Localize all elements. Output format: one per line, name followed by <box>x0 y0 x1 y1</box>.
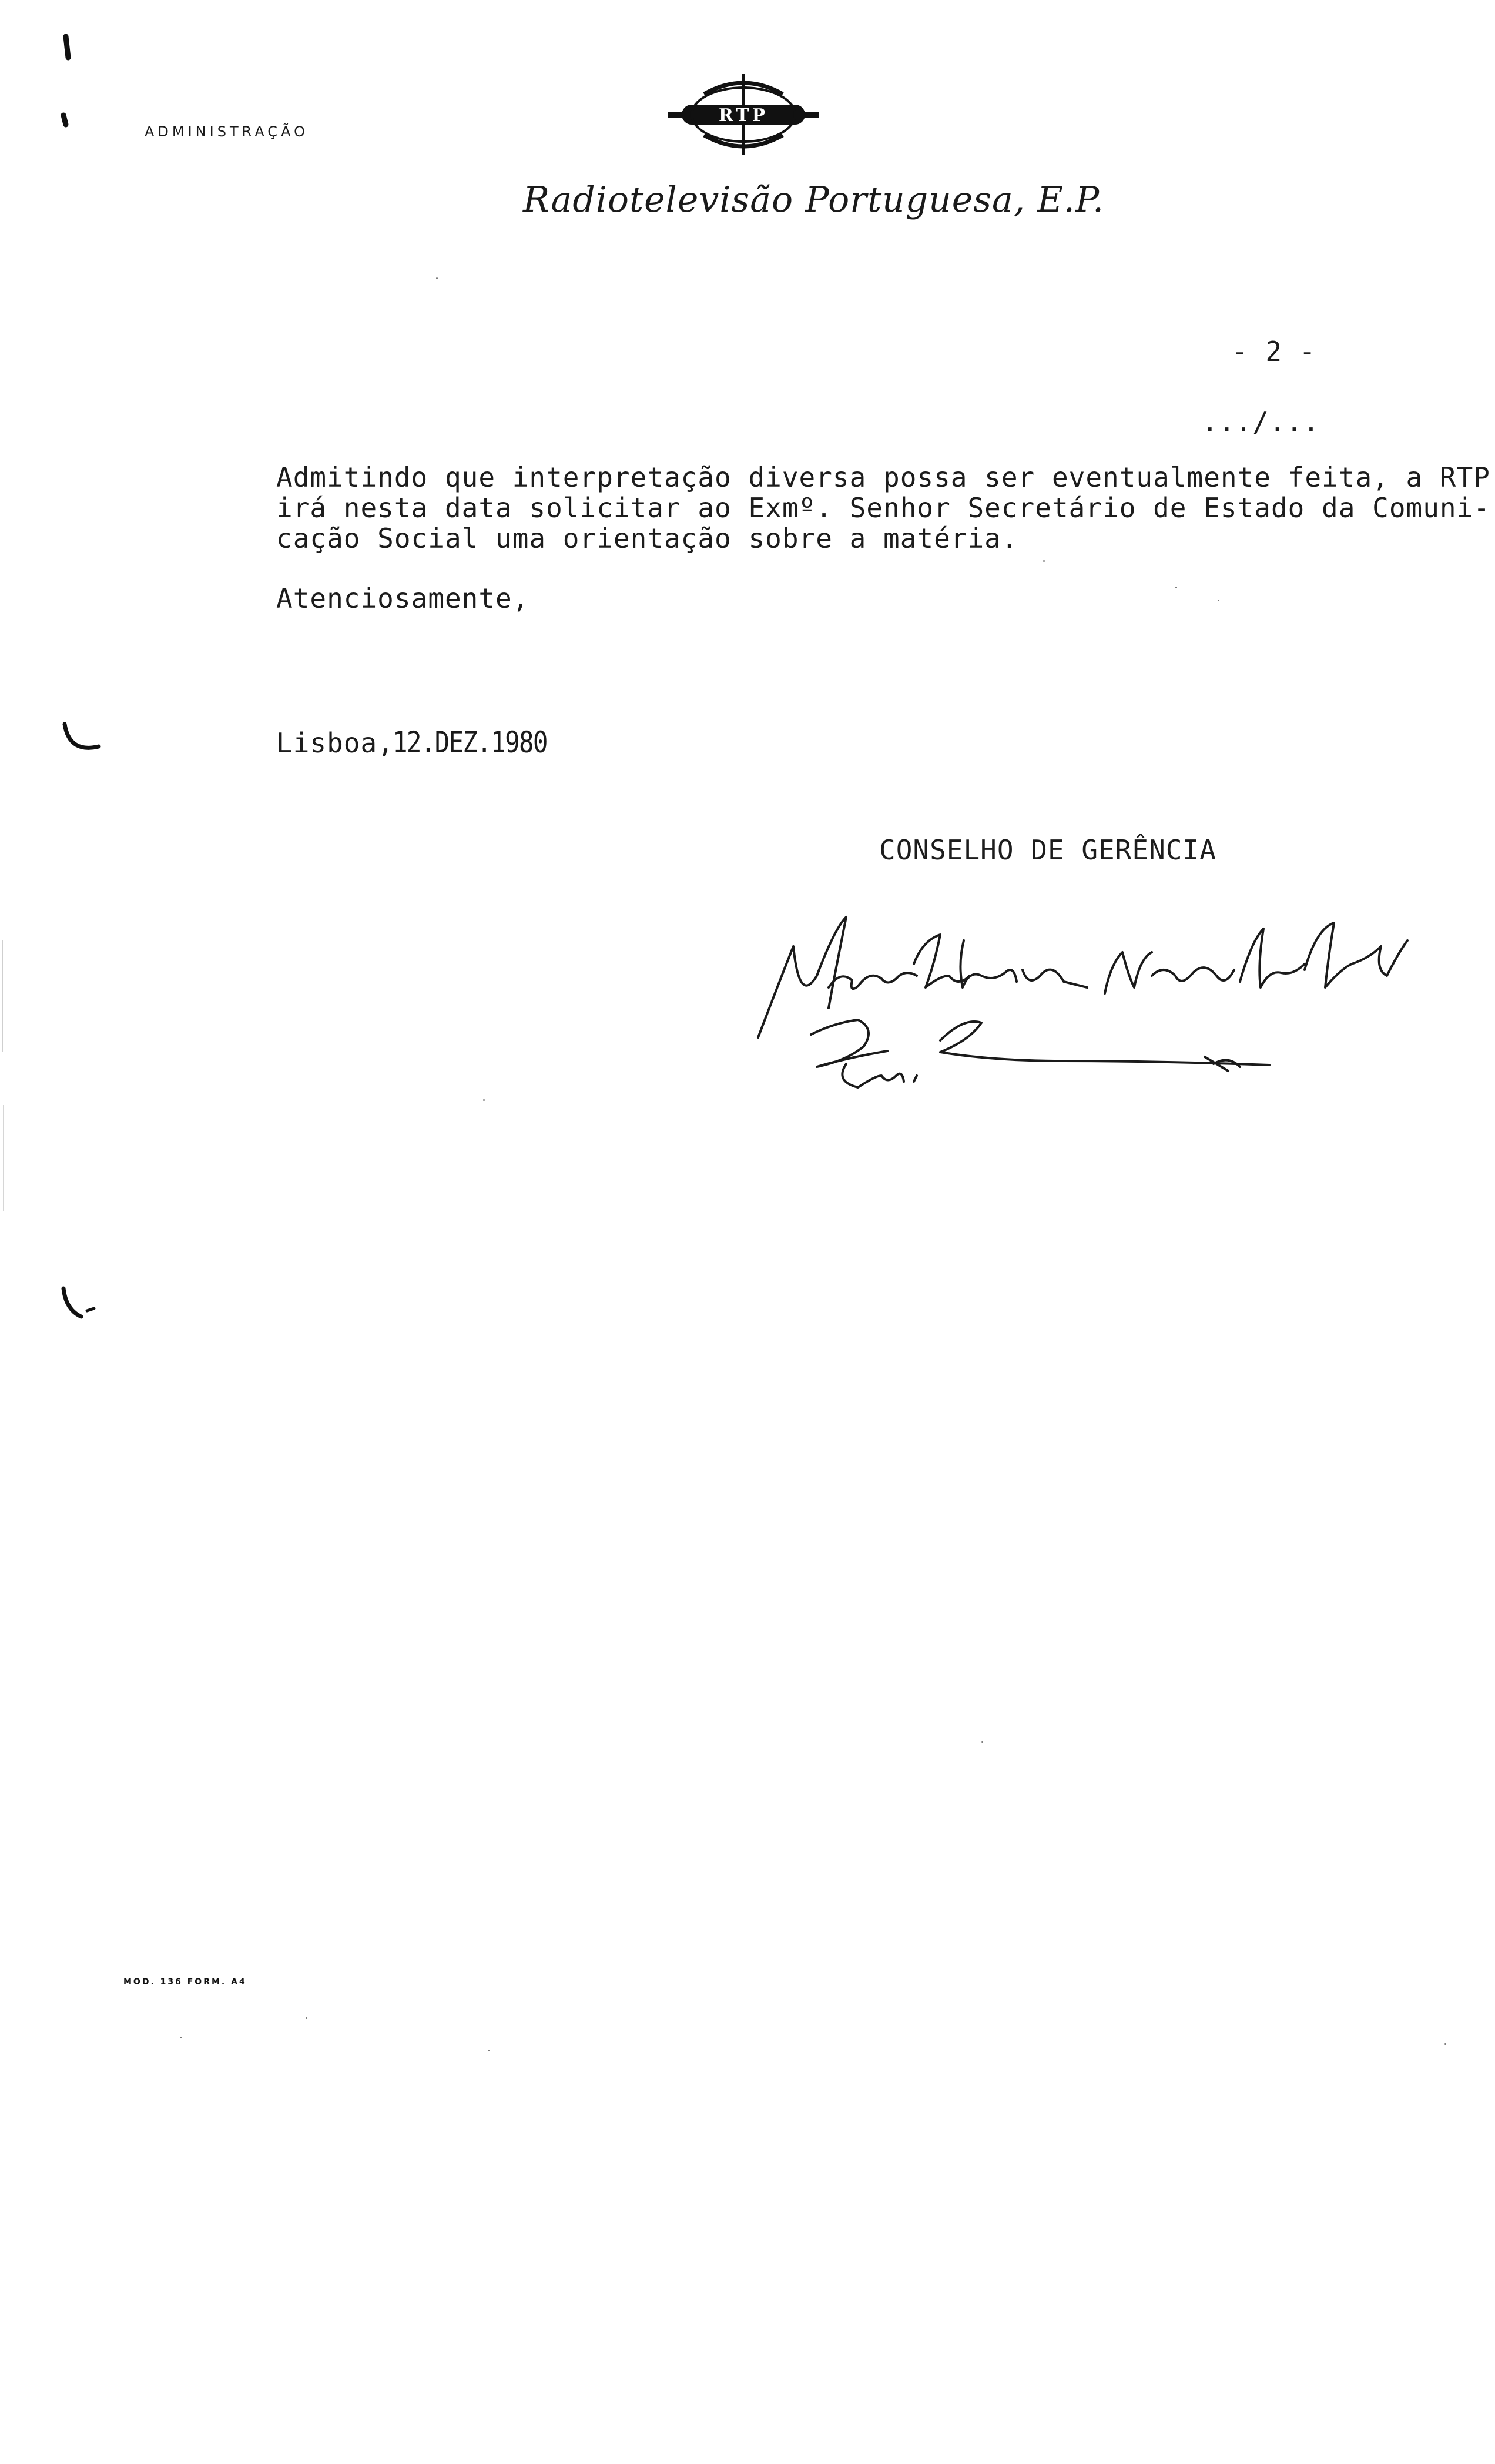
rtp-logo-icon <box>664 71 823 159</box>
scan-speck <box>306 2017 307 2019</box>
page-number: - 2 - <box>1232 336 1316 367</box>
scan-speck <box>180 2037 182 2038</box>
continuation-mark: .../... <box>1202 406 1320 438</box>
scan-speck <box>436 277 438 279</box>
date-stamp: 12.DEZ.1980 <box>393 725 547 759</box>
handwritten-signatures <box>746 905 1416 1105</box>
body-paragraph <box>276 462 1490 554</box>
scan-speck <box>1218 600 1219 601</box>
department-label: ADMINISTRAÇÃO <box>145 123 309 140</box>
form-code: MOD. 136 FORM. A4 <box>123 1977 247 1987</box>
closing-line: Atenciosamente, <box>276 582 529 614</box>
paragraph-line: irá nesta data solicitar ao Exmº. Senhor Secretário de Estado da Comuni- <box>276 492 1490 524</box>
signature-title: CONSELHO DE GERÊNCIA <box>879 834 1216 866</box>
rtp-logo <box>664 71 823 159</box>
organisation-name: Radiotelevisão Portuguesa, E.P. <box>523 179 1105 220</box>
scan-speck <box>488 2050 490 2051</box>
paragraph-line: Admitindo que interpretação diversa possa ser eventualmente feita, a RTP <box>276 461 1490 493</box>
paragraph-line: cação Social uma orientação sobre a matéria. <box>276 523 1018 554</box>
scan-speck <box>1444 2043 1446 2045</box>
scan-speck <box>483 1099 485 1101</box>
place-label: Lisboa, <box>276 727 394 759</box>
svg-text:RTP: RTP <box>718 105 769 126</box>
scan-speck <box>1043 560 1045 562</box>
margin-marks <box>0 0 118 1352</box>
scan-speck <box>981 1741 983 1743</box>
scan-speck <box>1175 587 1177 588</box>
